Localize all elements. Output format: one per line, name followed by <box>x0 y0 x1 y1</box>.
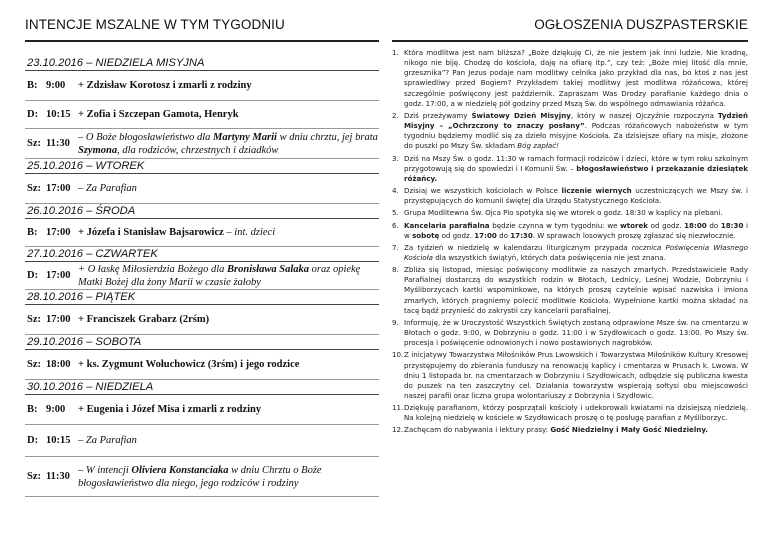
announcement-text: Dziś na Mszy Św. o godz. 11:30 w ramach formacji rodziców i dzieci, które w tym roku szkolnym przygotowują się do spowiedzi i I Komunii Św. – błogosławieństwo i przekazanie dziesiątek różańcy. <box>404 153 748 183</box>
announcement-item <box>392 425 748 435</box>
announcement-number: 5. <box>392 208 399 218</box>
mass-intentions-column <box>25 12 379 497</box>
mass-intention: + Franciszek Grabarz (2rśm) <box>78 314 210 325</box>
announcement-item <box>392 350 748 401</box>
announcement-item <box>392 111 748 152</box>
mass-time: 17:00 <box>46 183 71 194</box>
mass-place: B: <box>27 227 38 238</box>
announcement-number: 9. <box>392 317 399 327</box>
announcement-item <box>392 318 748 348</box>
mass-row <box>25 350 379 380</box>
mass-time: 10:15 <box>46 109 71 120</box>
announcement-item <box>392 265 748 316</box>
mass-time: 18:00 <box>46 359 71 370</box>
mass-place: Sz: <box>27 183 41 194</box>
mass-time: 17:00 <box>46 270 71 281</box>
day-header: 29.10.2016 – SOBOTA <box>25 335 379 350</box>
announcement-number: 12. <box>392 425 404 435</box>
announcement-number: 4. <box>392 186 399 196</box>
mass-time: 11:30 <box>46 471 70 482</box>
mass-row <box>25 425 379 457</box>
day-header: 25.10.2016 – WTOREK <box>25 159 379 174</box>
announcement-text: Zachęcam do nabywania i lektury prasy: Gość Niedzielny i Mały Gość Niedzielny. <box>404 425 708 435</box>
mass-place: D: <box>27 435 39 446</box>
announcement-text: Zbliża się listopad, miesiąc poświęcony modlitwie za naszych zmarłych. Przedstawiciele Rady Parafialnej dostarczą do wszystkich rodzin w Błotach, Lednicy, Leśnej Wodzie, Dobrzyniu i Myśliborzycach kartki wspominkowe, na których proszę czytelnie wpisać nazwiska i imiona zmarłych, których pragniemy polecić modlitwie Kościoła. Wypełnione kartki można składać na tacę bądź przynieść do zakrystii czy kancelarii parafialnej. <box>404 265 748 315</box>
day-header: 26.10.2016 – ŚRODA <box>25 204 379 219</box>
announcement-text: Która modlitwa jest nam bliższa? „Boże dziękuję Ci, że nie jestem jak inni ludzie. Nie kradnę, nikogo nie biję. Chodzę do kościoła, daję na ofiarę itp.”, czy też: „Boże miej litość dla mnie, grzesznika”? Pan Jezus podaje nam modlitwy celnika jako przykład dla nas, bo ktoś z nas jest sprawiedliwy przed Bogiem? Przykładem takiej modlitwy jest modlitwa różańcowa, której szczególnie poświęcony jest październik. Zapraszam Was Drodzy parafianie każdego dnia o godz. 17:00, a w niedzielę pół godziny przed Mszą Św. do wspólnego odmawiania różańca. <box>404 48 748 108</box>
announcement-item <box>392 48 748 109</box>
announcement-item <box>392 154 748 184</box>
mass-row <box>25 457 379 497</box>
mass-place: B: <box>27 80 38 91</box>
announcement-text: Z inicjatywy Towarzystwa Miłośników Prus Lwowskich i Towarzystwa Miłośników Kultury Kresowej przystępujemy do zbierania funduszy na renowację kaplicy i cmentarza w Prusach k. Lwowa. W dniu 1 listopada br. na cmentarzach w Dobrzyniu i Szydłowicach, odbędzie się publiczna kwesta do puszek na ten zaszczytny cel. Działania towarzystw wspierają sołtysi obu miejscowości naszej parafii oraz liczna grupa wolontariuszy z Dobrzynia i Szydłowic. <box>404 350 748 400</box>
announcement-item <box>392 186 748 206</box>
mass-row <box>25 174 379 204</box>
mass-place: Sz: <box>27 359 41 370</box>
announcements-title: OGŁOSZENIA DUSZPASTERSKIE <box>392 12 748 42</box>
day-header: 28.10.2016 – PIĄTEK <box>25 290 379 305</box>
announcement-number: 3. <box>392 153 399 163</box>
mass-row <box>25 71 379 101</box>
mass-row <box>25 262 379 290</box>
announcement-item <box>392 221 748 241</box>
mass-row <box>25 395 379 425</box>
mass-place: Sz: <box>27 471 41 482</box>
mass-time: 11:30 <box>46 138 70 149</box>
day-header: 27.10.2016 – CZWARTEK <box>25 247 379 262</box>
mass-intention: – Za Parafian <box>78 435 137 446</box>
day-header: 30.10.2016 – NIEDZIELA <box>25 380 379 395</box>
mass-intentions-title: INTENCJE MSZALNE W TYM TYGODNIU <box>25 12 379 42</box>
announcement-text: Informuję, że w Uroczystość Wszystkich Świętych zostaną odprawione Msze św. na cmentarzu w Błotach o godz. 9:00, w Dobrzyniu o godz. 11:00 i w Szydłowicach o godz. 13:00. Po Mszy św. procesja i poświęcenie odnowionych i nowo postawionych nagrobków. <box>404 317 748 348</box>
announcement-text: Za tydzień w niedzielę w kalendarzu liturgicznym przypada rocznica Poświęcenia Własnego Kościoła dla wszystkich świątyń, których data poświęcenia nie jest znana. <box>404 242 749 262</box>
announcement-text: Dziś przeżywamy Światowy Dzień Misyjny, który w naszej Ojczyźnie rozpoczyna Tydzień Misyjny – „Ochrzczony to znaczy posłany”. Podczas różańcowych nabożeństw w tym tygodniu będziemy modlić się za dzieło misyjne Kościoła. Za dzisiejsze ofiary na misje, złożone do puszki po Mszy Św. składam Bóg zapłać! <box>404 110 748 151</box>
mass-time: 17:00 <box>46 227 71 238</box>
mass-intention: – Za Parafian <box>78 183 137 194</box>
mass-intention: + Zofia i Szczepan Gamota, Henryk <box>78 109 239 120</box>
announcements-list <box>392 48 748 436</box>
mass-place: D: <box>27 270 39 281</box>
mass-intention: + Eugenia i Józef Misa i zmarli z rodziny <box>78 404 262 415</box>
day-header: 23.10.2016 – NIEDZIELA MISYJNA <box>25 56 379 71</box>
announcement-text: Dzisiaj we wszystkich kościołach w Polsce liczenie wiernych uczestniczących we Mszy św. i przystępujących do komunii świętej dla Urzędu Statystycznego Kościoła. <box>404 186 748 206</box>
announcements-column <box>392 12 748 436</box>
announcement-number: 1. <box>392 48 399 57</box>
mass-time: 10:15 <box>46 435 71 446</box>
mass-place: Sz: <box>27 138 41 149</box>
announcement-number: 7. <box>392 242 399 252</box>
mass-place: Sz: <box>27 314 41 325</box>
announcement-number: 2. <box>392 110 399 120</box>
mass-time: 9:00 <box>46 404 66 415</box>
mass-intention: + ks. Zygmunt Wołuchowicz (3rśm) i jego rodzice <box>78 359 300 370</box>
mass-row <box>25 219 379 247</box>
announcement-text: Grupa Modlitewna Św. Ojca Pio spotyka się we wtorek o godz. 18:30 w kaplicy na plebani. <box>404 208 723 218</box>
announcement-item <box>392 208 748 218</box>
mass-time: 17:00 <box>46 314 71 325</box>
announcement-number: 10. <box>392 350 404 360</box>
mass-intention: + Józefa i Stanisław Bajsarowicz – int. dzieci <box>78 227 276 238</box>
mass-intention: + Zdzisław Korotosz i zmarli z rodziny <box>78 80 252 91</box>
mass-row <box>25 129 379 159</box>
announcement-item <box>392 403 748 423</box>
mass-row <box>25 305 379 335</box>
mass-intention: – W intencji Oliviera Konstanciaka w dniu Chrztu o Boże błogosławieństwo dla niego, jego rodziców i rodziny <box>78 464 322 489</box>
announcement-number: 8. <box>392 265 399 275</box>
mass-intention: – O Boże błogosławieństwo dla Martyny Marii w dniu chrztu, jej brata Szymona, dla rodziców, chrzestnych i dziadków <box>78 131 378 156</box>
mass-place: B: <box>27 404 38 415</box>
mass-time: 9:00 <box>46 80 66 91</box>
announcement-text: Dziękuję parafianom, którzy posprzątali kościoły i udekorowali kwiatami na dzisiejszą niedzielę. Na kolejną niedzielę w kościele w Szydłowicach proszę o tę posługę parafian z Myśliborzyc. <box>404 403 748 423</box>
announcement-item <box>392 243 748 263</box>
announcement-text: Kancelaria parafialna będzie czynna w tym tygodniu: we wtorek od godz. 18:00 do 18:30 i w sobotę od godz. 17:00 do 17:30. W sprawach losowych proszę zgłaszać się niezwłocznie. <box>404 220 749 240</box>
mass-intention: + O łaskę Miłosierdzia Bożego dla Bronisława Salaka oraz opiekę Matki Bożej dla żony Marii w czasie żałoby <box>78 263 361 288</box>
announcement-number: 6. <box>392 220 399 230</box>
mass-place: D: <box>27 109 39 120</box>
announcement-number: 11. <box>392 403 404 413</box>
mass-row <box>25 101 379 129</box>
